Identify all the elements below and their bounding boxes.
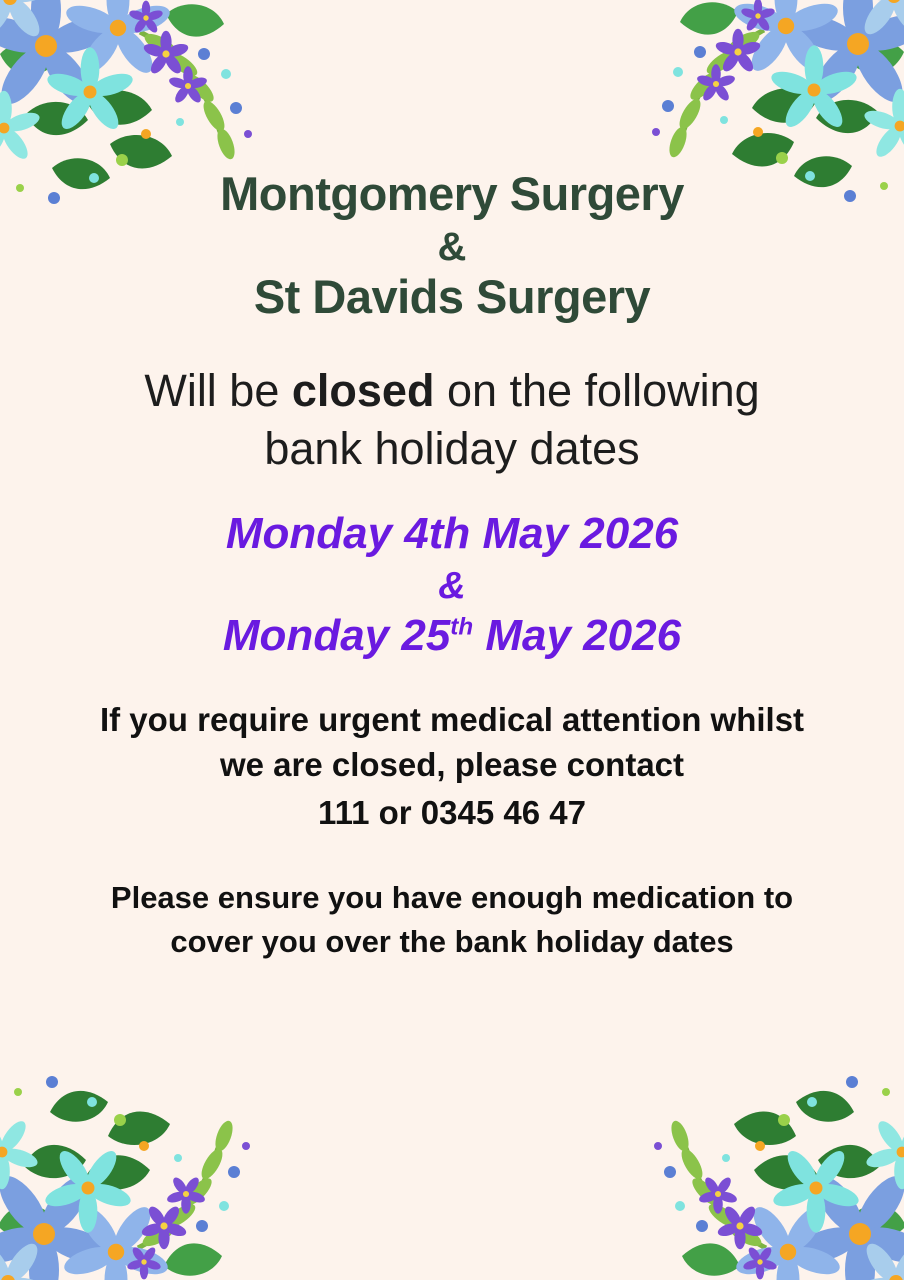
closure-date-second-tail: May 2026 bbox=[473, 611, 682, 661]
closure-date-first: Monday 4th May 2026 bbox=[225, 509, 679, 559]
closure-notice bbox=[0, 362, 904, 477]
urgent-care-line-1: If you require urgent medical attention whilst bbox=[99, 700, 805, 738]
practice-title-ampersand: & bbox=[437, 224, 467, 269]
practice-name-secondary: St Davids Surgery bbox=[253, 270, 651, 324]
floral-corner-bottom-left-icon bbox=[0, 1038, 318, 1280]
urgent-care-phone: 111 or 0345 46 47 bbox=[318, 794, 586, 831]
medication-reminder-line-1: Please ensure you have enough medication to bbox=[110, 879, 794, 915]
medication-reminder bbox=[0, 876, 904, 966]
closure-notice-second-line: bank holiday dates bbox=[264, 422, 640, 474]
urgent-care-message bbox=[0, 697, 904, 836]
medication-reminder-line-2: cover you over the bank holiday dates bbox=[170, 924, 734, 960]
closure-notice-emphasis: closed bbox=[291, 365, 435, 417]
practice-name-primary: Montgomery Surgery bbox=[220, 167, 684, 220]
closure-dates-block bbox=[0, 507, 904, 663]
floral-corner-bottom-right-icon bbox=[586, 1038, 904, 1280]
closure-date-second bbox=[0, 609, 904, 663]
closure-notice-prefix: Will be bbox=[144, 365, 292, 417]
closure-date-second-ordinal: th bbox=[450, 613, 474, 641]
closure-date-second-main: Monday 25 bbox=[222, 611, 451, 661]
closure-notice-suffix: on the following bbox=[434, 365, 760, 417]
urgent-care-line-2: we are closed, please contact bbox=[219, 746, 685, 784]
practice-title-block bbox=[0, 168, 904, 324]
closure-dates-ampersand: & bbox=[438, 564, 466, 607]
